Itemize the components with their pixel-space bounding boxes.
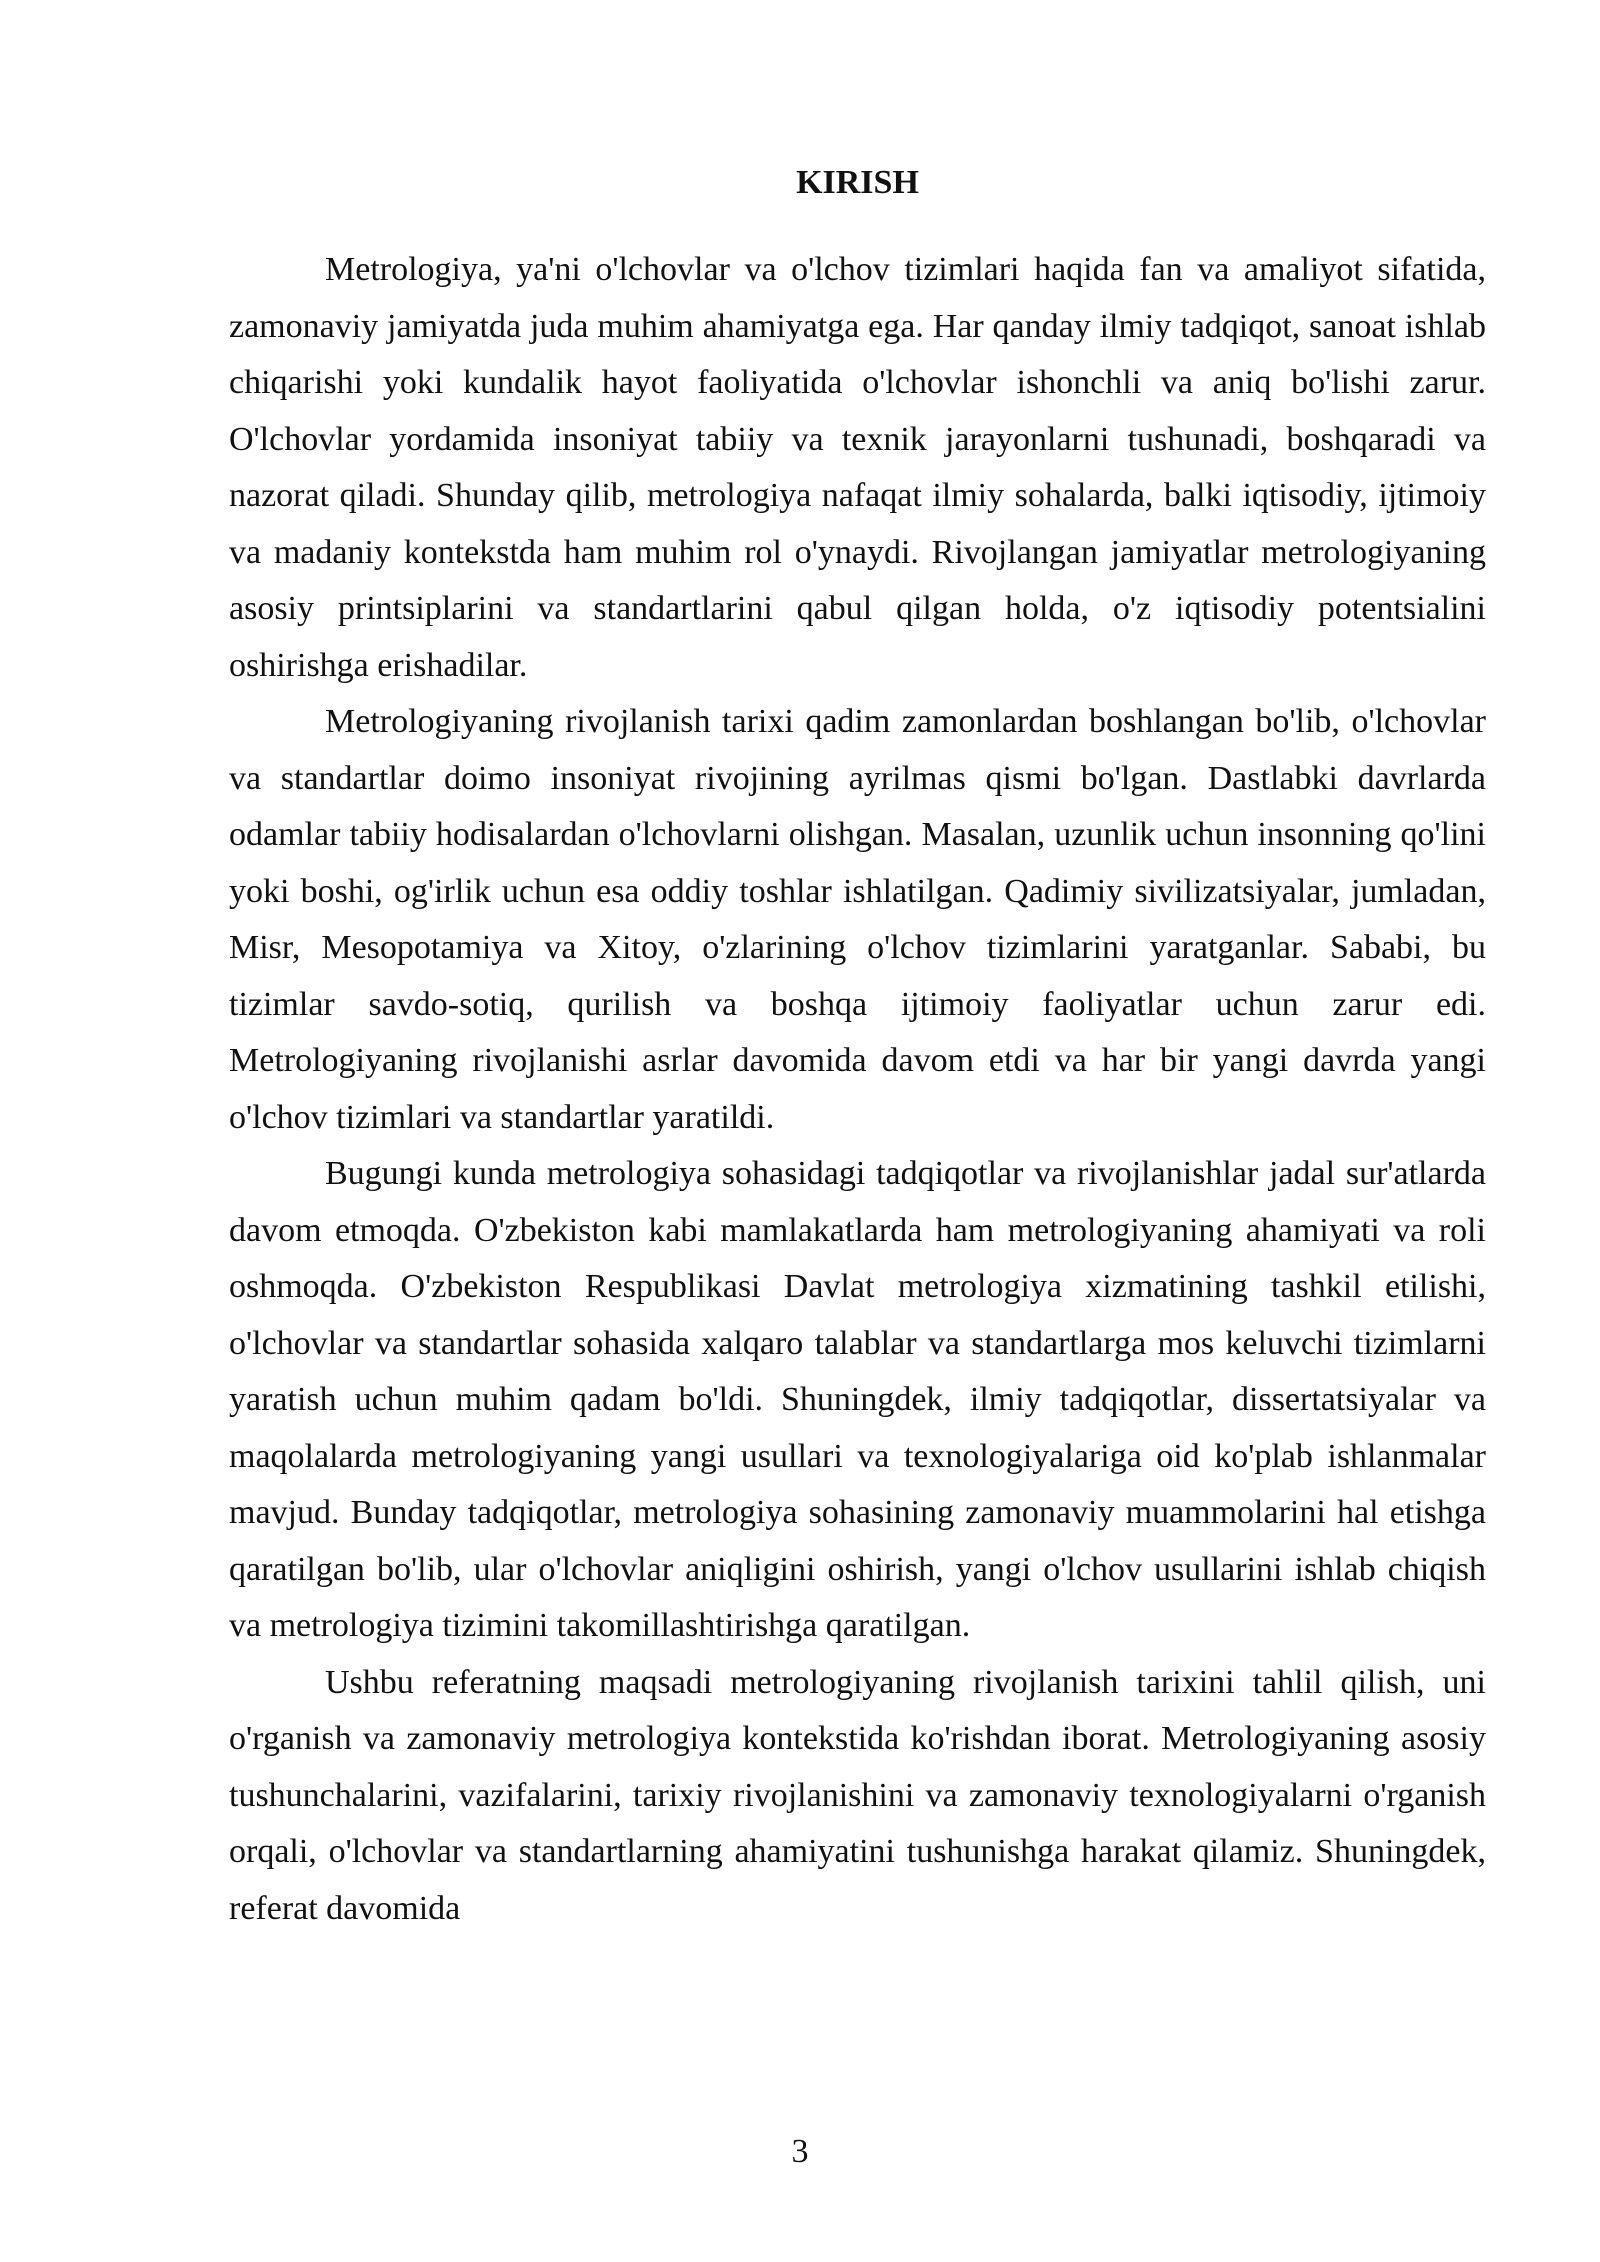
page-number: 3	[791, 2133, 809, 2170]
page-content	[229, 162, 1486, 1937]
paragraph-1: Metrologiya, ya'ni o'lchovlar va o'lchov tizimlari haqida fan va amaliyot sifatida, zamonaviy jamiyatda juda muhim ahamiyatga ega. Har qanday ilmiy tadqiqot, sanoat ishlab chiqarishi yoki kundalik hayot faoliyatida o'lchovlar ishonchli va aniq bo'lishi zarur. O'lchovlar yordamida insoniyat tabiiy va texnik jarayonlarni tushunadi, boshqaradi va nazorat qiladi. Shunday qilib, metrologiya nafaqat ilmiy sohalarda, balki iqtisodiy, ijtimoiy va madaniy kontekstda ham muhim rol o'ynaydi. Rivojlangan jamiyatlar metrologiyaning asosiy printsiplarini va standartlarini qabul qilgan holda, o'z iqtisodiy potentsialini oshirishga erishadilar.	[229, 251, 1486, 684]
paragraph-4: Ushbu referatning maqsadi metrologiyaning rivojlanish tarixini tahlil qilish, uni o'rganish va zamonaviy metrologiya kontekstida ko'rishdan iborat. Metrologiyaning asosiy tushunchalarini, vazifalarini, tarixiy rivojlanishini va zamonaviy texnologiyalarni o'rganish orqali, o'lchovlar va standartlarning ahamiyatini tushunishga harakat qilamiz. Shuningdek, referat davomida	[229, 1663, 1486, 1927]
paragraph-3: Bugungi kunda metrologiya sohasidagi tadqiqotlar va rivojlanishlar jadal sur'atlarda davom etmoqda. O'zbekiston kabi mamlakatlarda ham metrologiyaning ahamiyati va roli oshmoqda. O'zbekiston Respublikasi Davlat metrologiya xizmatining tashkil etilishi, o'lchovlar va standartlar sohasida xalqaro talablar va standartlarga mos keluvchi tizimlarni yaratish uchun muhim qadam bo'ldi. Shuningdek, ilmiy tadqiqotlar, dissertatsiyalar va maqolalarda metrologiyaning yangi usullari va texnologiyalariga oid ko'plab ishlanmalar mavjud. Bunday tadqiqotlar, metrologiya sohasining zamonaviy muammolarini hal etishga qaratilgan bo'lib, ular o'lchovlar aniqligini oshirish, yangi o'lchov usullarini ishlab chiqish va metrologiya tizimini takomillashtirishga qaratilgan.	[229, 1155, 1486, 1644]
section-title: KIRISH	[796, 164, 919, 201]
paragraph-2: Metrologiyaning rivojlanish tarixi qadim zamonlardan boshlangan bo'lib, o'lchovlar va standartlar doimo insoniyat rivojining ayrilmas qismi bo'lgan. Dastlabki davrlarda odamlar tabiiy hodisalardan o'lchovlarni olishgan. Masalan, uzunlik uchun insonning qo'lini yoki boshi, og'irlik uchun esa oddiy toshlar ishlatilgan. Qadimiy sivilizatsiyalar, jumladan, Misr, Mesopotamiya va Xitoy, o'zlarining o'lchov tizimlarini yaratganlar. Sababi, bu tizimlar savdo-sotiq, qurilish va boshqa ijtimoiy faoliyatlar uchun zarur edi. Metrologiyaning rivojlanishi asrlar davomida davom etdi va har bir yangi davrda yangi o'lchov tizimlari va standartlar yaratildi.	[229, 703, 1486, 1136]
